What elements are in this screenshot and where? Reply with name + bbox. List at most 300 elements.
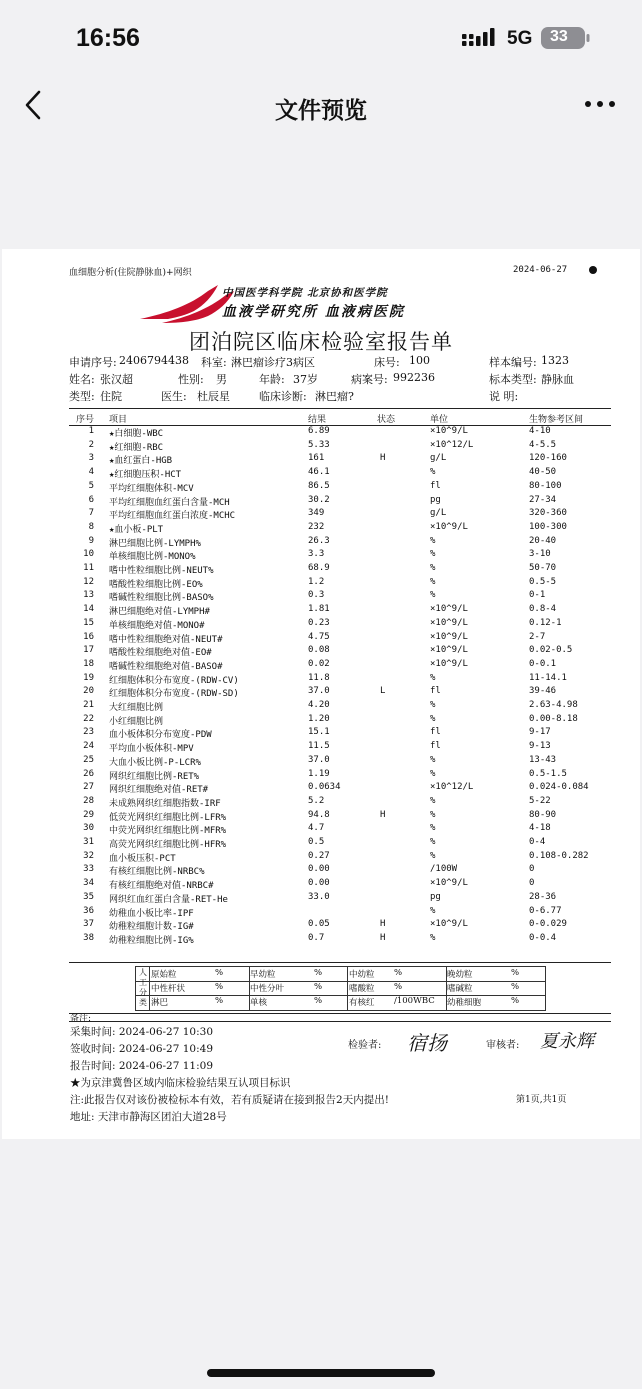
cell-item: 中荧光网织红细胞比例-MFR% xyxy=(109,826,227,837)
cell-result: 349 xyxy=(308,508,325,519)
info-age: 37岁 xyxy=(293,373,318,386)
table-row xyxy=(2,864,640,878)
cell-item: 平均红细胞体积-MCV xyxy=(109,483,194,494)
cell-item: 嗜碱性粒细胞绝对值-BASO# xyxy=(109,661,223,672)
cell-no: 6 xyxy=(88,494,94,505)
manual-row-line xyxy=(136,981,545,982)
cell-unit: % xyxy=(430,672,436,683)
cell-unit: % xyxy=(430,535,436,546)
cell-unit: % xyxy=(430,932,436,943)
cell-unit: /100W xyxy=(430,864,458,875)
cell-item: 平均红细胞血红蛋白含量-MCH xyxy=(109,497,230,508)
validity-note: 注:此报告仅对该份被检标本有效，若有质疑请在接到报告2天内提出! xyxy=(70,1094,389,1106)
manual-cell-label: 嗜碱粒 xyxy=(447,984,473,994)
home-indicator[interactable] xyxy=(207,1369,435,1377)
navigation-bar xyxy=(0,70,642,140)
cell-ref: 0 xyxy=(529,864,535,875)
cell-no: 15 xyxy=(83,617,94,628)
cell-unit: % xyxy=(430,576,436,587)
cell-result: 5.2 xyxy=(308,795,325,806)
table-row xyxy=(2,604,640,618)
info-type-label: 类型: xyxy=(69,390,95,403)
cell-no: 10 xyxy=(83,549,94,560)
info-sample-no-label: 样本编号: xyxy=(489,356,537,369)
table-row xyxy=(2,453,640,467)
info-dept: 淋巴瘤诊疗3病区 xyxy=(231,356,315,369)
report-time: 报告时间: 2024-06-27 11:09 xyxy=(70,1060,214,1072)
cell-ref: 2-7 xyxy=(529,631,546,642)
cell-unit: ×10^12/L xyxy=(430,782,474,793)
cell-unit: % xyxy=(430,850,436,861)
cell-item: 高荧光网织红细胞比例-HFR% xyxy=(109,840,227,850)
cell-result: 11.8 xyxy=(308,672,330,683)
cell-unit: % xyxy=(430,768,436,779)
cell-no: 13 xyxy=(83,590,94,601)
manual-cell-label: 淋巴 xyxy=(151,998,169,1008)
header-no: 序号 xyxy=(76,415,95,425)
cell-no: 27 xyxy=(83,782,94,793)
cell-item: 网织红细胞比例-RET% xyxy=(109,771,200,782)
cell-no: 22 xyxy=(83,713,94,724)
table-row xyxy=(2,563,640,577)
manual-cell-unit: % xyxy=(394,982,403,992)
cell-item: 有核红细胞绝对值-NRBC# xyxy=(109,881,214,892)
table-row xyxy=(2,714,640,728)
cell-no: 30 xyxy=(83,823,94,834)
info-sex-label: 性别: xyxy=(178,373,204,386)
cell-item: 幼稚粒细胞计数-IG# xyxy=(109,922,194,933)
cell-unit: ×10^9/L xyxy=(430,631,468,642)
tester-signature: 宿扬 xyxy=(407,1031,447,1055)
cell-no: 36 xyxy=(83,905,94,916)
cell-result: 1.19 xyxy=(308,768,330,779)
info-bed: 100 xyxy=(409,354,430,367)
tester-label: 检验者: xyxy=(348,1040,382,1051)
side-char: 分 xyxy=(139,988,147,997)
manual-cell-unit: % xyxy=(314,982,323,992)
table-row xyxy=(2,837,640,851)
table-row xyxy=(2,933,640,947)
cell-result: 68.9 xyxy=(308,563,330,573)
cell-unit: ×10^9/L xyxy=(430,878,468,889)
cell-ref: 9-17 xyxy=(529,727,551,738)
cell-unit: ×10^9/L xyxy=(430,426,468,436)
cell-item: 单核细胞绝对值-MONO# xyxy=(109,620,205,631)
side-char: 工 xyxy=(139,978,147,987)
cell-result: 0.00 xyxy=(308,864,330,875)
table-row xyxy=(2,796,640,810)
table-row xyxy=(2,700,640,714)
cell-no: 8 xyxy=(88,521,94,532)
cell-result: 5.33 xyxy=(308,439,330,450)
cell-ref: 80-100 xyxy=(529,480,562,491)
cell-unit: % xyxy=(430,905,436,916)
info-sex: 男 xyxy=(216,373,227,386)
header-item: 项目 xyxy=(109,415,128,425)
manual-cell-label: 原始粒 xyxy=(151,970,177,980)
header-unit: 单位 xyxy=(430,415,449,425)
cell-unit: ×10^9/L xyxy=(430,645,468,656)
cell-unit: g/L xyxy=(430,453,447,464)
cell-ref: 120-160 xyxy=(529,453,567,464)
cell-result: 0.3 xyxy=(308,590,325,601)
cell-result: 1.81 xyxy=(308,604,330,615)
remark-label: 备注: xyxy=(70,1014,92,1024)
cell-ref: 0 xyxy=(529,878,535,889)
cell-item: 网织红血红蛋白含量-RET-He xyxy=(109,894,228,905)
cell-ref: 20-40 xyxy=(529,535,557,546)
cell-unit: pg xyxy=(430,494,441,505)
cell-no: 11 xyxy=(83,563,94,573)
cell-item: 淋巴细胞绝对值-LYMPH# xyxy=(109,607,210,618)
cell-status: H xyxy=(380,453,386,464)
cell-status: L xyxy=(380,686,386,697)
cell-ref: 0.5-1.5 xyxy=(529,768,567,779)
cell-item: 低荧光网织红细胞比例-LFR% xyxy=(109,812,227,823)
cell-ref: 0.108-0.282 xyxy=(529,850,589,861)
info-name-label: 姓名: xyxy=(69,373,95,386)
report-document xyxy=(2,249,640,1139)
info-diag: 淋巴瘤? xyxy=(315,390,354,403)
cell-unit: fl xyxy=(430,741,441,752)
table-row xyxy=(2,645,640,659)
table-row xyxy=(2,782,640,796)
cell-unit: % xyxy=(430,713,436,724)
info-case-no: 992236 xyxy=(393,371,435,384)
table-row xyxy=(2,727,640,741)
reviewer-signature: 夏永辉 xyxy=(540,1031,594,1052)
cell-status: H xyxy=(380,932,386,943)
network-type: 5G xyxy=(507,28,533,49)
status-time: 16:56 xyxy=(76,24,140,52)
manual-row-line xyxy=(136,995,545,996)
table-row xyxy=(2,536,640,550)
cell-no: 23 xyxy=(83,727,94,738)
cell-result: 37.0 xyxy=(308,686,330,697)
report-date: 2024-06-27 xyxy=(513,265,568,275)
cell-result: 4.7 xyxy=(308,823,325,834)
cell-result: 3.3 xyxy=(308,549,325,560)
table-row xyxy=(2,906,640,920)
cell-item: 淋巴细胞比例-LYMPH% xyxy=(109,538,201,549)
manual-cell-label: 嗜酸粒 xyxy=(349,984,375,994)
cell-item: 大血小板比例-P-LCR% xyxy=(109,757,201,768)
manual-cell-label: 中性分叶 xyxy=(250,984,285,994)
table-row xyxy=(2,892,640,906)
cell-result: 0.0634 xyxy=(308,782,341,793)
manual-cell-label: 幼稚细胞 xyxy=(447,998,482,1008)
cell-ref: 4-5.5 xyxy=(529,439,557,450)
header-rule-top xyxy=(69,408,611,409)
cell-no: 17 xyxy=(83,645,94,656)
mutual-recognition-note: ★为京津冀鲁区域内临床检验结果互认项目标识 xyxy=(70,1077,291,1089)
info-doctor-label: 医生: xyxy=(161,390,187,403)
cell-result: 0.00 xyxy=(308,878,330,889)
page-title: 文件预览 xyxy=(275,98,367,124)
cell-ref: 2.63-4.98 xyxy=(529,700,578,710)
cell-result: 4.75 xyxy=(308,631,330,642)
cell-ref: 50-70 xyxy=(529,563,557,573)
table-row xyxy=(2,810,640,824)
cell-ref: 0.024-0.084 xyxy=(529,782,589,793)
cell-item: 小红细胞比例 xyxy=(109,716,164,727)
cell-ref: 0-0.029 xyxy=(529,919,567,930)
cell-no: 33 xyxy=(83,864,94,875)
cell-unit: fl xyxy=(430,727,441,738)
cell-ref: 40-50 xyxy=(529,467,557,478)
cell-result: 1.2 xyxy=(308,576,325,587)
manual-cell-unit: % xyxy=(314,996,323,1006)
manual-col-line xyxy=(149,967,150,1010)
cell-no: 5 xyxy=(88,480,94,491)
cell-status: H xyxy=(380,919,386,930)
cell-item: 平均红细胞血红蛋白浓度-MCHC xyxy=(109,511,236,522)
manual-cell-unit: % xyxy=(215,996,224,1006)
side-char: 人 xyxy=(139,968,147,977)
cell-ref: 0.8-4 xyxy=(529,604,557,615)
cell-item: ★血小板-PLT xyxy=(109,524,164,535)
cell-result: 30.2 xyxy=(308,494,330,505)
cell-no: 19 xyxy=(83,672,94,683)
cell-ref: 4-10 xyxy=(529,426,551,436)
cell-unit: fl xyxy=(430,686,441,697)
cell-ref: 80-90 xyxy=(529,809,557,820)
table-row xyxy=(2,659,640,673)
cell-item: 有核红细胞比例-NRBC% xyxy=(109,867,205,878)
info-name: 张汉超 xyxy=(100,373,133,386)
battery-icon xyxy=(541,26,591,50)
cell-unit: % xyxy=(430,467,436,478)
cell-result: 11.5 xyxy=(308,741,330,752)
cell-no: 20 xyxy=(83,686,94,697)
cell-item: 嗜中性粒细胞绝对值-NEUT# xyxy=(109,634,223,645)
cell-result: 6.89 xyxy=(308,426,330,436)
manual-side-label xyxy=(138,968,148,1008)
table-row xyxy=(2,467,640,481)
manual-differential-table xyxy=(135,966,546,1011)
table-header xyxy=(2,412,640,426)
cell-unit: % xyxy=(430,563,436,573)
manual-cell-label: 有核红 xyxy=(349,998,375,1008)
cell-unit: g/L xyxy=(430,508,447,519)
table-row xyxy=(2,632,640,646)
manual-cell-unit: % xyxy=(511,982,520,992)
manual-cell-label: 单核 xyxy=(250,998,268,1008)
table-row xyxy=(2,508,640,522)
manual-cell-unit: % xyxy=(511,996,520,1006)
cell-unit: fl xyxy=(430,480,441,491)
battery-level: 33 xyxy=(550,28,568,45)
more-horizontal-icon[interactable] xyxy=(583,96,617,112)
cell-ref: 0.5-5 xyxy=(529,576,557,587)
cell-no: 12 xyxy=(83,576,94,587)
info-req-no: 2406794438 xyxy=(119,354,189,367)
manual-cell-unit: % xyxy=(511,968,520,978)
cell-ref: 100-300 xyxy=(529,521,567,532)
table-row xyxy=(2,741,640,755)
cell-result: 86.5 xyxy=(308,480,330,491)
cell-item: ★红细胞-RBC xyxy=(109,442,164,453)
info-req-no-label: 申请序号: xyxy=(69,356,117,369)
cell-item: ★白细胞-WBC xyxy=(109,429,164,439)
cell-result: 33.0 xyxy=(308,891,330,902)
cell-no: 28 xyxy=(83,795,94,806)
cell-result: 0.5 xyxy=(308,837,325,847)
cell-item: 嗜碱性粒细胞比例-BASO% xyxy=(109,593,214,604)
remark-rule-top xyxy=(69,1013,611,1014)
table-row xyxy=(2,426,640,440)
info-dept-label: 科室: xyxy=(201,356,227,369)
info-case-label: 病案号: xyxy=(351,373,388,386)
manual-cell-unit: % xyxy=(314,968,323,978)
logo-line-1: 中国医学科学院 北京协和医学院 xyxy=(222,287,388,299)
cell-result: 0.7 xyxy=(308,932,325,943)
cell-ref: 0-6.77 xyxy=(529,905,562,916)
cell-ref: 0.00-8.18 xyxy=(529,713,578,724)
manual-cell-unit: /100WBC xyxy=(394,996,435,1006)
cell-no: 18 xyxy=(83,658,94,669)
cell-status: H xyxy=(380,809,386,820)
address: 地址: 天津市静海区团泊大道28号 xyxy=(70,1111,227,1123)
cell-unit: ×10^9/L xyxy=(430,617,468,628)
cell-unit: % xyxy=(430,823,436,834)
cell-item: 嗜酸性粒细胞比例-EO% xyxy=(109,579,203,590)
manual-cell-unit: % xyxy=(215,968,224,978)
cell-result: 0.27 xyxy=(308,850,330,861)
info-bed-label: 床号: xyxy=(374,356,400,369)
cell-result: 0.05 xyxy=(308,919,330,930)
cell-result: 232 xyxy=(308,521,325,532)
cell-item: 血小板压积-PCT xyxy=(109,853,176,864)
cell-result: 37.0 xyxy=(308,754,330,765)
cell-ref: 4-18 xyxy=(529,823,551,834)
cell-unit: ×10^9/L xyxy=(430,604,468,615)
cell-unit: pg xyxy=(430,891,441,902)
table-row xyxy=(2,878,640,892)
table-row xyxy=(2,769,640,783)
cell-result: 94.8 xyxy=(308,809,330,820)
test-name: 血细胞分析(住院静脉血)+网织 xyxy=(69,268,192,278)
table-row xyxy=(2,686,640,700)
remark-rule-bottom xyxy=(69,1021,611,1022)
cell-ref: 0-1 xyxy=(529,590,546,601)
cell-item: 红细胞体积分布宽度-(RDW-SD) xyxy=(109,689,239,700)
cell-unit: ×10^9/L xyxy=(430,521,468,532)
cell-no: 2 xyxy=(88,439,94,450)
cell-result: 4.20 xyxy=(308,700,330,710)
cell-no: 21 xyxy=(83,700,94,710)
cell-unit: % xyxy=(430,754,436,765)
cell-ref: 0-0.1 xyxy=(529,658,557,669)
info-note-label: 说 明: xyxy=(489,390,519,403)
cell-no: 35 xyxy=(83,891,94,902)
cellular-signal-icon xyxy=(462,28,496,48)
info-doctor: 杜辰星 xyxy=(197,390,230,403)
cell-unit: % xyxy=(430,837,436,847)
cell-ref: 28-36 xyxy=(529,891,557,902)
table-row xyxy=(2,851,640,865)
cell-item: 嗜酸性粒细胞绝对值-EO# xyxy=(109,648,212,659)
cell-item: 幼稚血小板比率-IPF xyxy=(109,908,194,919)
table-row xyxy=(2,823,640,837)
table-row xyxy=(2,481,640,495)
table-rule-end xyxy=(69,962,611,963)
table-row xyxy=(2,673,640,687)
cell-item: 嗜中性粒细胞比例-NEUT% xyxy=(109,566,214,576)
manual-cell-label: 早幼粒 xyxy=(250,970,276,980)
receive-time: 签收时间: 2024-06-27 10:49 xyxy=(70,1043,214,1055)
hospital-logo xyxy=(138,283,538,327)
side-char: 类 xyxy=(139,998,147,1007)
info-diag-label: 临床诊断: xyxy=(259,390,307,403)
manual-cell-label: 晚幼粒 xyxy=(447,970,473,980)
header-ref: 生物参考区间 xyxy=(529,415,584,425)
cell-ref: 0-4 xyxy=(529,837,546,847)
cell-result: 15.1 xyxy=(308,727,330,738)
cell-item: 网织红细胞绝对值-RET# xyxy=(109,785,209,796)
cell-ref: 13-43 xyxy=(529,754,557,765)
info-sample-no: 1323 xyxy=(541,354,569,367)
cell-no: 25 xyxy=(83,754,94,765)
cell-no: 7 xyxy=(88,508,94,519)
manual-cell-label: 中性杆状 xyxy=(151,984,186,994)
cell-item: 红细胞体积分布宽度-(RDW-CV) xyxy=(109,675,239,686)
table-row xyxy=(2,549,640,563)
cell-no: 37 xyxy=(83,919,94,930)
cell-ref: 3-10 xyxy=(529,549,551,560)
cell-result: 0.02 xyxy=(308,658,330,669)
info-type: 住院 xyxy=(100,390,122,403)
cell-no: 32 xyxy=(83,850,94,861)
cell-item: 未成熟网织红细胞指数-IRF xyxy=(109,798,221,809)
manual-cell-label: 中幼粒 xyxy=(349,970,375,980)
cell-ref: 0.12-1 xyxy=(529,617,562,628)
cell-ref: 0.02-0.5 xyxy=(529,645,573,656)
cell-unit: % xyxy=(430,700,436,710)
cell-no: 26 xyxy=(83,768,94,779)
cell-no: 24 xyxy=(83,741,94,752)
report-title: 团泊院区临床检验室报告单 xyxy=(189,330,453,354)
info-sample-type: 静脉血 xyxy=(541,373,574,386)
cell-result: 26.3 xyxy=(308,535,330,546)
cell-ref: 0-0.4 xyxy=(529,932,557,943)
table-row xyxy=(2,590,640,604)
info-age-label: 年龄: xyxy=(259,373,285,386)
table-row xyxy=(2,495,640,509)
status-bar xyxy=(0,0,642,70)
cell-result: 46.1 xyxy=(308,467,330,478)
header-result: 结果 xyxy=(308,415,327,425)
cell-no: 1 xyxy=(88,426,94,436)
cell-ref: 320-360 xyxy=(529,508,567,519)
cell-no: 4 xyxy=(88,467,94,478)
cell-item: ★红细胞压积-HCT xyxy=(109,470,182,481)
cell-item: ★血红蛋白-HGB xyxy=(109,456,173,467)
page-number: 第1页,共1页 xyxy=(516,1095,567,1105)
table-row xyxy=(2,755,640,769)
cell-ref: 9-13 xyxy=(529,741,551,752)
cell-no: 9 xyxy=(88,535,94,546)
cell-no: 38 xyxy=(83,932,94,943)
cell-result: 0.23 xyxy=(308,617,330,628)
table-row xyxy=(2,440,640,454)
cell-result: 1.20 xyxy=(308,713,330,724)
cell-result: 0.08 xyxy=(308,645,330,656)
cell-unit: % xyxy=(430,795,436,806)
table-row xyxy=(2,522,640,536)
cell-no: 16 xyxy=(83,631,94,642)
table-row xyxy=(2,618,640,632)
